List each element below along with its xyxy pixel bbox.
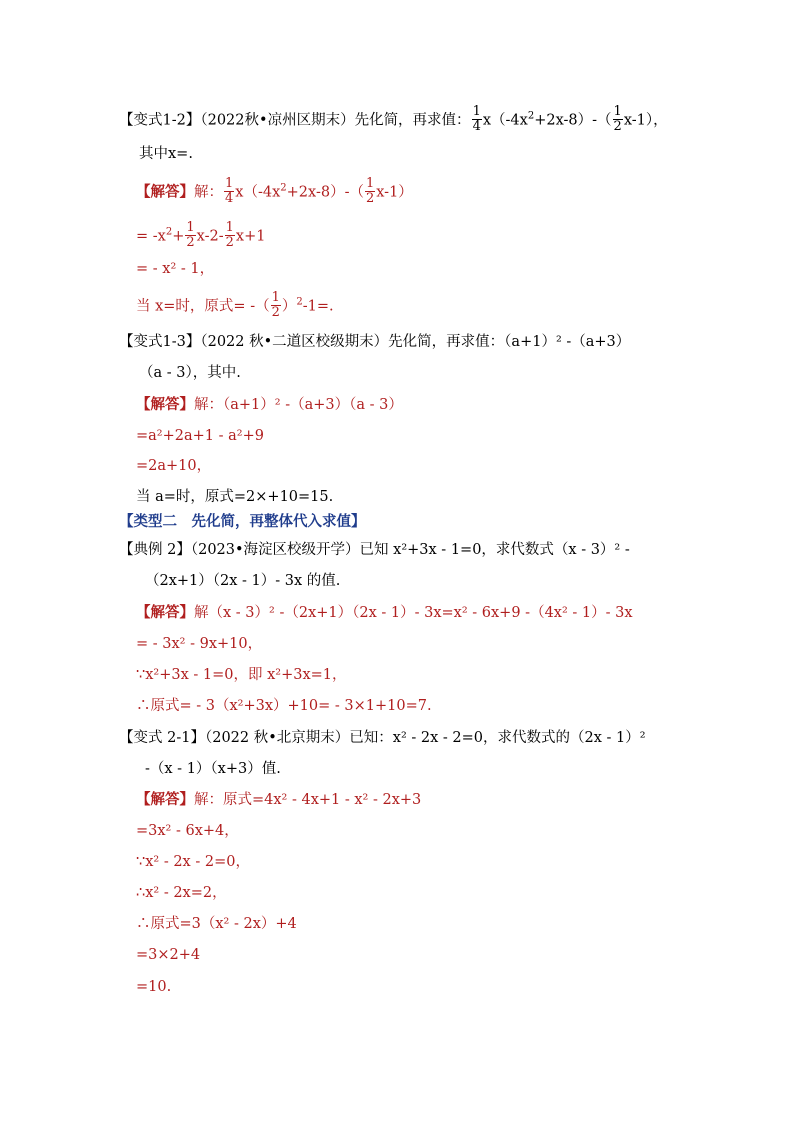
variant-1-2-answer-line3: = - x² - 1， [136, 261, 215, 277]
fraction-one-half: $\frac{1}{2}$ [365, 176, 375, 206]
example-2-question-line1: 【典例 2】（2023•海淀区校级开学）已知 x²+3x - 1=0，求代数式（x - 3）² - [119, 542, 630, 558]
variant-1-2-question-line1: 【变式1-2】（2022秋•凉州区期末）先化简，再求值： $\frac{1}{4}$ $x(-4x^2+2x-8)-$（ $\frac{1}{2}$ x-1）， [119, 104, 668, 134]
variant-1-3-question-line1: 【变式1-3】（2022 秋•二道区校级期末）先化简，再求值：（a+1）² -（a+3） [119, 334, 631, 350]
variant-label: 【变式1-2】 [119, 112, 201, 129]
fraction-one-half: $\frac{1}{2}$ [186, 220, 195, 250]
question-source: （2022秋•凉州区期末）先化简，再求值： [200, 112, 471, 129]
variant-1-2-answer-line2: = $-x^2+$ $\frac{1}{2}$ x-2- $\frac{1}{2}$ x+1 [136, 220, 266, 250]
expr-part: x（-4x [482, 112, 528, 129]
expr-part: x-1）， [623, 112, 668, 129]
variant-1-3-question-line2: （a - 3），其中. [139, 365, 241, 381]
variant-2-1-answer-line4: ∴x² - 2x=2， [136, 885, 227, 901]
variant-1-2-answer-line1: 【解答】解： $\frac{1}{4}$ $x(-4x^2+2x-8)-$（ $\frac{1}{2}$ x-1） [136, 176, 413, 206]
answer-tag: 【解答】 [136, 791, 194, 808]
fraction-one-quarter: $\frac{1}{4}$ [225, 176, 234, 206]
expr-part: +2x-8）-（ [534, 112, 612, 129]
example-2-answer-line2: = - 3x² - 9x+10， [136, 636, 263, 652]
variant-2-1-question-line1: 【变式 2-1】（2022 秋•北京期末）已知：x² - 2x - 2=0，求代数式的（2x - 1）² [119, 730, 646, 746]
variant-2-1-answer-line5: ∴原式=3（x² - 2x）+4 [136, 916, 297, 932]
fraction-one-half: $\frac{1}{2}$ [225, 220, 234, 250]
variant-1-3-answer-line1: 【解答】解：（a+1）² -（a+3）（a - 3） [136, 396, 403, 413]
example-2-answer-line3: ∵x²+3x - 1=0，即 x²+3x=1， [136, 667, 347, 683]
answer-tag: 【解答】 [136, 396, 194, 413]
fraction-one-quarter: $\frac{1}{4}$ [472, 104, 481, 134]
section-heading-type-two: 【类型二 先化简，再整体代入求值】 [119, 513, 366, 530]
answer-tag: 【解答】 [136, 604, 194, 621]
example-label: 【典例 2】 [119, 542, 191, 558]
answer-tag: 【解答】 [136, 183, 194, 201]
example-2-answer-line1: 【解答】解（x - 3）² -（2x+1）（2x - 1）- 3x=x² - 6x+9 -（4x² - 1）- 3x [136, 604, 633, 621]
variant-1-2-question-line2: 其中x=. [139, 146, 193, 162]
variant-2-1-answer-line6: =3×2+4 [136, 947, 201, 963]
variant-2-1-answer-line7: =10. [136, 979, 172, 995]
variant-1-3-answer-line4: 当 a=时，原式=2×+10=15. [136, 489, 334, 505]
fraction-one-half: $\frac{1}{2}$ [271, 290, 280, 320]
variant-1-2-answer-line4: 当 x=时，原式= -（ $\frac{1}{2}$ ）$^2$-1=. [136, 290, 334, 320]
variant-2-1-answer-line3: ∵x² - 2x - 2=0， [136, 854, 250, 870]
variant-label: 【变式1-3】 [119, 334, 201, 350]
variant-1-3-answer-line3: =2a+10， [136, 458, 212, 474]
variant-2-1-answer-line1: 【解答】解：原式=4x² - 4x+1 - x² - 2x+3 [136, 791, 422, 808]
variant-1-3-answer-line2: =a²+2a+1 - a²+9 [136, 428, 264, 444]
example-2-answer-line4: ∴原式= - 3（x²+3x）+10= - 3×1+10=7. [136, 698, 432, 714]
variant-label: 【变式 2-1】 [119, 730, 205, 746]
example-2-question-line2: （2x+1）（2x - 1）- 3x 的值. [145, 573, 341, 589]
fraction-one-half: $\frac{1}{2}$ [613, 104, 622, 134]
variant-2-1-answer-line2: =3x² - 6x+4， [136, 823, 239, 839]
variant-2-1-question-line2: -（x - 1）（x+3）值. [145, 761, 281, 777]
